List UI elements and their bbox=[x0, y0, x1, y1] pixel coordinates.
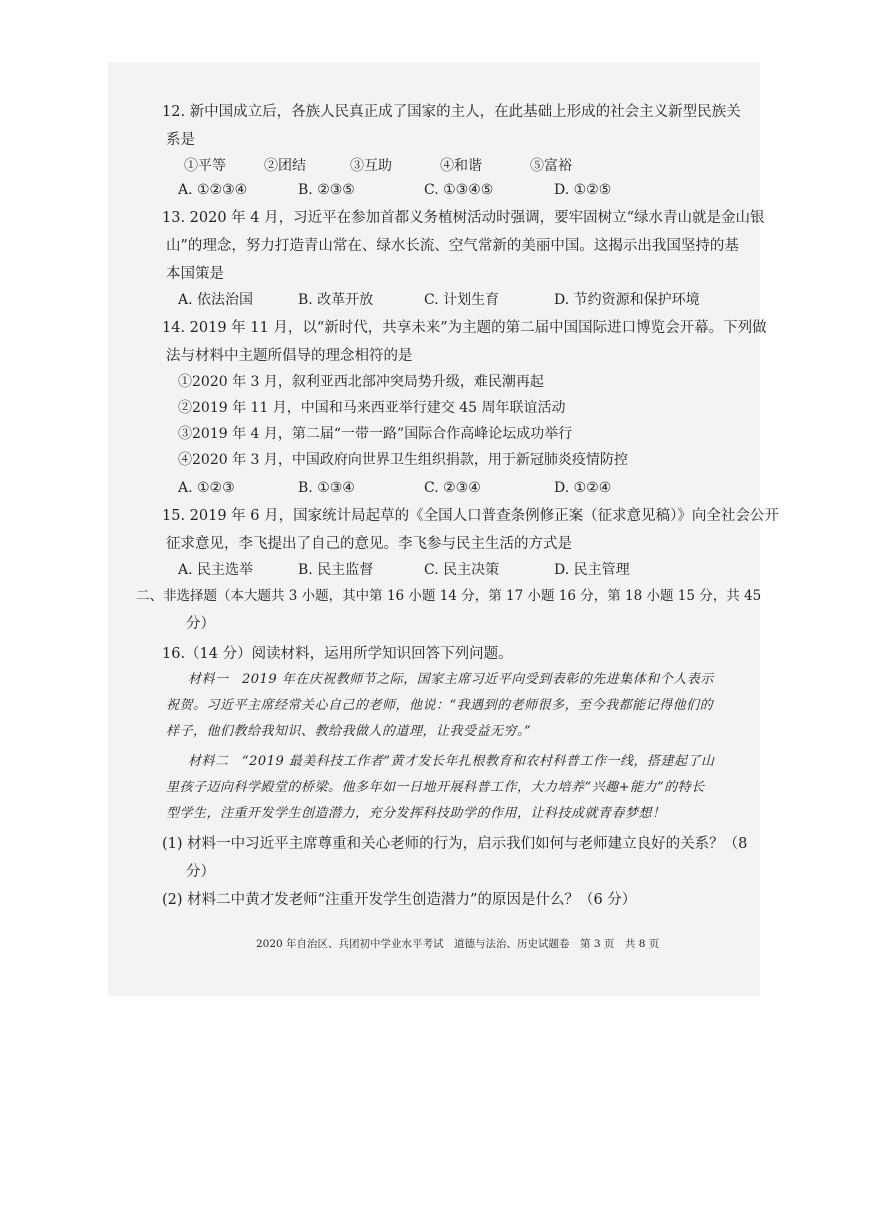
q14-item: ②2019 年 11 月，中国和马来西亚举行建交 45 周年联谊活动 bbox=[178, 400, 566, 416]
q13-option-d: D. 节约资源和保护环境 bbox=[554, 292, 700, 308]
q15-stem-line1: 15. 2019 年 6 月，国家统计局起草的《全国人口普查条例修正案（征求意见稿）》向全社会公开 bbox=[162, 508, 779, 524]
q13-option-b: B. 改革开放 bbox=[298, 292, 374, 308]
q12-option-c: C. ①③④⑤ bbox=[424, 182, 494, 198]
q13-stem-line3: 本国策是 bbox=[166, 266, 224, 282]
q14-item: ③2019 年 4 月，第二届“一带一路”国际合作高峰论坛成功举行 bbox=[178, 426, 573, 442]
q14-option-b: B. ①③④ bbox=[298, 480, 355, 496]
q14-option-d: D. ①②④ bbox=[554, 480, 612, 496]
q13-option-c: C. 计划生育 bbox=[424, 292, 500, 308]
q14-item: ①2020 年 3 月，叙利亚西北部冲突局势升级，难民潮再起 bbox=[178, 374, 544, 390]
q15-option-b: B. 民主监督 bbox=[298, 562, 374, 578]
q12-option-d: D. ①②⑤ bbox=[554, 182, 612, 198]
q15-option-a: A. 民主选举 bbox=[178, 562, 254, 578]
q14-stem-line1: 14. 2019 年 11 月，以“新时代，共享未来”为主题的第二届中国国际进口博览会开幕。下列做 bbox=[162, 320, 767, 336]
q16-sub1-line2: 分） bbox=[186, 864, 215, 880]
q15-option-d: D. 民主管理 bbox=[554, 562, 630, 578]
q12-item: ①平等 bbox=[184, 158, 226, 174]
q13-option-a: A. 依法治国 bbox=[178, 292, 254, 308]
q13-stem-line1: 13. 2020 年 4 月，习近平在参加首都义务植树活动时强调，要牢固树立“绿水青山就是金山银 bbox=[162, 210, 765, 226]
exam-page bbox=[108, 62, 779, 996]
q14-item: ④2020 年 3 月，中国政府向世界卫生组织捐款，用于新冠肺炎疫情防控 bbox=[178, 452, 628, 468]
q12-stem-line2: 系是 bbox=[166, 132, 195, 148]
q12-stem-line1: 12. 新中国成立后，各族人民真正成了国家的主人，在此基础上形成的社会主义新型民族关 bbox=[162, 104, 741, 120]
q12-option-b: B. ②③⑤ bbox=[298, 182, 355, 198]
q15-option-c: C. 民主决策 bbox=[424, 562, 500, 578]
page-footer: 2020 年自治区、兵团初中学业水平考试 道德与法治、历史试题卷 第 3 页 共 8 页 bbox=[256, 938, 660, 950]
q12-item: ③互助 bbox=[350, 158, 392, 174]
section2-title-line2: 分） bbox=[186, 616, 215, 632]
q16-stem: 16.（14 分）阅读材料，运用所学知识回答下列问题。 bbox=[162, 646, 513, 662]
q14-stem-line2: 法与材料中主题所倡导的理念相符的是 bbox=[166, 348, 413, 364]
q14-option-a: A. ①②③ bbox=[178, 480, 235, 496]
q12-item: ②团结 bbox=[264, 158, 306, 174]
q16-sub2: (2) 材料二中黄才发老师“注重开发学生创造潜力”的原因是什么？（6 分） bbox=[162, 892, 637, 908]
q13-stem-line2: 山”的理念，努力打造青山常在、绿水长流、空气常新的美丽中国。这揭示出我国坚持的基 bbox=[166, 238, 739, 254]
q16-sub1-line1: (1) 材料一中习近平主席尊重和关心老师的行为，启示我们如何与老师建立良好的关系？（8 bbox=[162, 836, 748, 852]
q12-item: ④和谐 bbox=[440, 158, 482, 174]
q14-option-c: C. ②③④ bbox=[424, 480, 481, 496]
q16-material2-line: 里孩子迈向科学殿堂的桥梁。他多年如一日地开展科普工作，大力培养“兴趣+能力”的特长 bbox=[166, 780, 705, 795]
q16-material1-line: 材料一 2019 年在庆祝教师节之际，国家主席习近平向受到表彰的先进集体和个人表示 bbox=[188, 672, 714, 687]
q16-material2-line: 型学生，注重开发学生创造潜力，充分发挥科技助学的作用，让科技成就青春梦想！ bbox=[166, 806, 666, 821]
q16-material2-line: 材料二 “2019 最美科技工作者”黄才发长年扎根教育和农村科普工作一线，搭建起了山 bbox=[188, 754, 715, 769]
q16-material1-line: 祝贺。习近平主席经常关心自己的老师，他说：“我遇到的老师很多，至今我都能记得他们的 bbox=[166, 698, 714, 713]
q12-item: ⑤富裕 bbox=[530, 158, 572, 174]
q12-option-a: A. ①②③④ bbox=[178, 182, 248, 198]
q16-material1-line: 样子，他们教给我知识、教给我做人的道理，让我受益无穷。” bbox=[166, 724, 532, 739]
q15-stem-line2: 征求意见，李飞提出了自己的意见。李飞参与民主生活的方式是 bbox=[166, 536, 572, 552]
section2-title-line1: 二、非选择题（本大题共 3 小题，其中第 16 小题 14 分，第 17 小题 16 分，第 18 小题 15 分，共 45 bbox=[136, 588, 762, 604]
